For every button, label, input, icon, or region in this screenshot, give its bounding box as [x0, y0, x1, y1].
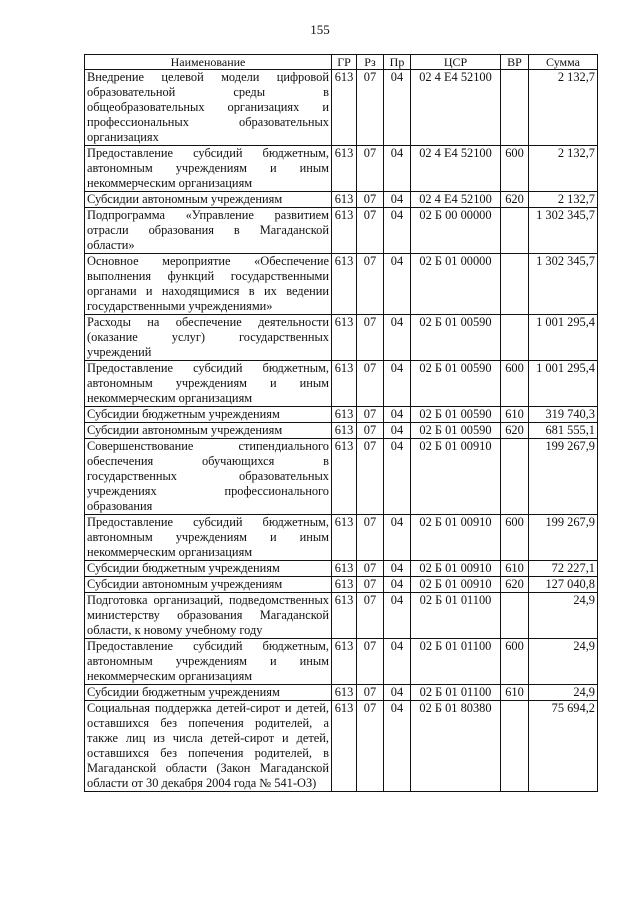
header-rz: Рз [357, 55, 384, 70]
row-name: Социальная поддержка детей-сирот и детей, оставшихся без попечения родителей, а также лиц из числа детей-сирот и детей, оставшихся без попечения родителей, в Магаданской области (Закон Магаданской области от 30 декабря 2004 года № 541-ОЗ) [85, 701, 332, 792]
row-rz: 07 [357, 439, 384, 515]
header-vr: ВР [501, 55, 529, 70]
row-name: Внедрение целевой модели цифровой образовательной среды в общеобразовательных организациях и профессиональных образовательных организациях [85, 70, 332, 146]
row-sum: 2 132,7 [529, 70, 598, 146]
table-row [85, 315, 598, 361]
header-row [85, 55, 598, 70]
table-row [85, 423, 598, 439]
table-row [85, 577, 598, 593]
table-row [85, 701, 598, 792]
row-rz: 07 [357, 315, 384, 361]
row-vr: 610 [501, 561, 529, 577]
row-name: Основное мероприятие «Обеспечение выполнения функций государственными органами и находящимися в их ведении государственными учреждениями» [85, 254, 332, 315]
row-pr: 04 [384, 577, 411, 593]
row-name: Предоставление субсидий бюджетным, автономным учреждениям и иным некоммерческим организациям [85, 361, 332, 407]
row-sum: 24,9 [529, 593, 598, 639]
row-vr: 610 [501, 685, 529, 701]
row-vr: 610 [501, 407, 529, 423]
row-pr: 04 [384, 315, 411, 361]
row-gr: 613 [332, 515, 357, 561]
page-number: 155 [310, 22, 330, 37]
row-rz: 07 [357, 577, 384, 593]
row-csr: 02 Б 00 00000 [411, 208, 501, 254]
table-row [85, 70, 598, 146]
row-vr: 600 [501, 146, 529, 192]
row-name: Субсидии бюджетным учреждениям [85, 685, 332, 701]
row-gr: 613 [332, 70, 357, 146]
row-rz: 07 [357, 407, 384, 423]
row-rz: 07 [357, 254, 384, 315]
table-row [85, 685, 598, 701]
row-csr: 02 Б 01 00910 [411, 515, 501, 561]
row-rz: 07 [357, 423, 384, 439]
row-name: Субсидии бюджетным учреждениям [85, 407, 332, 423]
row-vr [501, 254, 529, 315]
header-pr: Пр [384, 55, 411, 70]
header-sum: Сумма [529, 55, 598, 70]
row-csr: 02 4 E4 52100 [411, 70, 501, 146]
row-csr: 02 4 E4 52100 [411, 192, 501, 208]
row-rz: 07 [357, 701, 384, 792]
table-row [85, 407, 598, 423]
table-row [85, 254, 598, 315]
row-pr: 04 [384, 192, 411, 208]
row-name: Совершенствование стипендиального обеспечения обучающихся в государственных образовательных учреждениях профессионального образования [85, 439, 332, 515]
row-rz: 07 [357, 146, 384, 192]
table-row [85, 515, 598, 561]
row-gr: 613 [332, 577, 357, 593]
row-sum: 24,9 [529, 639, 598, 685]
row-sum: 72 227,1 [529, 561, 598, 577]
row-pr: 04 [384, 208, 411, 254]
row-name: Расходы на обеспечение деятельности (оказание услуг) государственных учреждений [85, 315, 332, 361]
row-rz: 07 [357, 685, 384, 701]
row-csr: 02 Б 01 00590 [411, 361, 501, 407]
row-rz: 07 [357, 639, 384, 685]
row-sum: 199 267,9 [529, 439, 598, 515]
row-name: Субсидии автономным учреждениям [85, 192, 332, 208]
row-gr: 613 [332, 361, 357, 407]
row-name: Подготовка организаций, подведомственных министерству образования Магаданской области, к новому учебному году [85, 593, 332, 639]
row-sum: 24,9 [529, 685, 598, 701]
row-rz: 07 [357, 70, 384, 146]
table-row [85, 361, 598, 407]
row-csr: 02 Б 01 01100 [411, 593, 501, 639]
row-sum: 1 001 295,4 [529, 361, 598, 407]
row-sum: 75 694,2 [529, 701, 598, 792]
row-rz: 07 [357, 208, 384, 254]
row-rz: 07 [357, 361, 384, 407]
row-pr: 04 [384, 685, 411, 701]
row-gr: 613 [332, 685, 357, 701]
row-pr: 04 [384, 515, 411, 561]
row-csr: 02 Б 01 00910 [411, 577, 501, 593]
row-sum: 1 001 295,4 [529, 315, 598, 361]
row-sum: 2 132,7 [529, 192, 598, 208]
row-pr: 04 [384, 439, 411, 515]
row-vr: 600 [501, 361, 529, 407]
table-row [85, 146, 598, 192]
row-pr: 04 [384, 423, 411, 439]
row-vr [501, 593, 529, 639]
row-gr: 613 [332, 192, 357, 208]
row-pr: 04 [384, 254, 411, 315]
row-pr: 04 [384, 593, 411, 639]
row-csr: 02 Б 01 01100 [411, 685, 501, 701]
row-name: Субсидии автономным учреждениям [85, 423, 332, 439]
table-row [85, 439, 598, 515]
row-vr: 620 [501, 423, 529, 439]
row-pr: 04 [384, 701, 411, 792]
row-vr [501, 439, 529, 515]
row-sum: 1 302 345,7 [529, 208, 598, 254]
row-pr: 04 [384, 361, 411, 407]
row-rz: 07 [357, 192, 384, 208]
row-vr: 620 [501, 192, 529, 208]
row-csr: 02 Б 01 00590 [411, 423, 501, 439]
row-pr: 04 [384, 407, 411, 423]
table-row [85, 192, 598, 208]
row-gr: 613 [332, 593, 357, 639]
row-name: Подпрограмма «Управление развитием отрасли образования в Магаданской области» [85, 208, 332, 254]
row-name: Субсидии автономным учреждениям [85, 577, 332, 593]
row-name: Субсидии бюджетным учреждениям [85, 561, 332, 577]
row-rz: 07 [357, 561, 384, 577]
row-vr [501, 208, 529, 254]
row-sum: 319 740,3 [529, 407, 598, 423]
row-name: Предоставление субсидий бюджетным, автономным учреждениям и иным некоммерческим организациям [85, 639, 332, 685]
row-csr: 02 Б 01 00000 [411, 254, 501, 315]
row-csr: 02 Б 01 00910 [411, 561, 501, 577]
table-row [85, 639, 598, 685]
row-rz: 07 [357, 593, 384, 639]
budget-table [84, 54, 598, 792]
row-csr: 02 Б 01 01100 [411, 639, 501, 685]
row-vr: 600 [501, 515, 529, 561]
row-gr: 613 [332, 561, 357, 577]
header-csr: ЦСР [411, 55, 501, 70]
table-row [85, 593, 598, 639]
row-csr: 02 Б 01 80380 [411, 701, 501, 792]
row-name: Предоставление субсидий бюджетным, автономным учреждениям и иным некоммерческим организациям [85, 146, 332, 192]
table-row [85, 561, 598, 577]
header-gr: ГР [332, 55, 357, 70]
row-gr: 613 [332, 407, 357, 423]
row-vr [501, 315, 529, 361]
table-row [85, 208, 598, 254]
row-gr: 613 [332, 315, 357, 361]
row-vr [501, 70, 529, 146]
row-gr: 613 [332, 208, 357, 254]
row-sum: 1 302 345,7 [529, 254, 598, 315]
row-sum: 2 132,7 [529, 146, 598, 192]
header-name: Наименование [85, 55, 332, 70]
row-csr: 02 Б 01 00590 [411, 315, 501, 361]
row-name: Предоставление субсидий бюджетным, автономным учреждениям и иным некоммерческим организациям [85, 515, 332, 561]
row-sum: 681 555,1 [529, 423, 598, 439]
row-gr: 613 [332, 146, 357, 192]
row-gr: 613 [332, 423, 357, 439]
row-sum: 127 040,8 [529, 577, 598, 593]
row-gr: 613 [332, 254, 357, 315]
row-csr: 02 Б 01 00910 [411, 439, 501, 515]
row-vr [501, 701, 529, 792]
row-csr: 02 Б 01 00590 [411, 407, 501, 423]
row-pr: 04 [384, 70, 411, 146]
row-pr: 04 [384, 561, 411, 577]
row-pr: 04 [384, 639, 411, 685]
row-sum: 199 267,9 [529, 515, 598, 561]
row-csr: 02 4 E4 52100 [411, 146, 501, 192]
row-gr: 613 [332, 701, 357, 792]
row-vr: 600 [501, 639, 529, 685]
row-rz: 07 [357, 515, 384, 561]
row-vr: 620 [501, 577, 529, 593]
row-gr: 613 [332, 639, 357, 685]
row-gr: 613 [332, 439, 357, 515]
row-pr: 04 [384, 146, 411, 192]
